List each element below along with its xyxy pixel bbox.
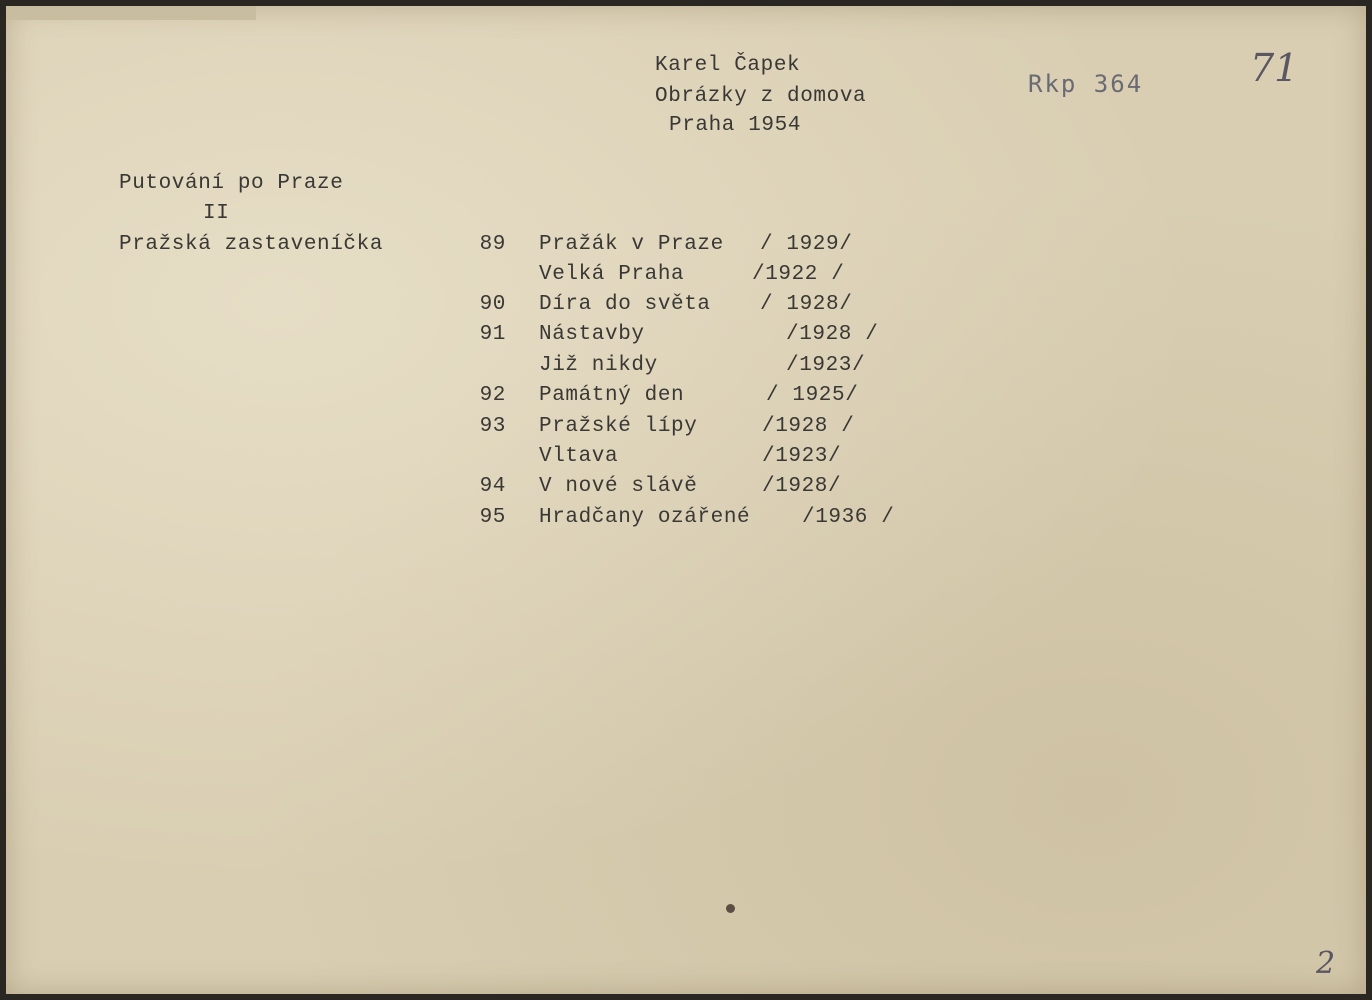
entry-year: / 1929/ xyxy=(760,233,853,256)
entry-year: /1928 / xyxy=(786,323,879,346)
entry-year: /1928 / xyxy=(762,415,855,438)
entry-title: Památný den xyxy=(539,384,685,407)
entry-year: /1923/ xyxy=(762,445,842,468)
entry-title: Hradčany ozářené xyxy=(539,506,751,529)
entry-page: 93 xyxy=(479,415,506,438)
archive-card xyxy=(6,6,1366,994)
entry-page: 89 xyxy=(479,233,506,256)
corner-mark: 2 xyxy=(1316,946,1336,981)
entry-year: /1923/ xyxy=(786,354,866,377)
entry-page: 95 xyxy=(479,506,506,529)
entry-year: / 1928/ xyxy=(760,293,853,316)
section-title: Putování po Praze xyxy=(119,172,344,195)
entry-year: /1922 / xyxy=(752,263,845,286)
book-title: Obrázky z domova xyxy=(655,85,867,108)
shelf-mark: Rkp 364 xyxy=(1028,70,1144,98)
entry-title: Díra do světa xyxy=(539,293,711,316)
entry-title: Již nikdy xyxy=(539,354,658,377)
entry-year: / 1925/ xyxy=(766,384,859,407)
ink-spot xyxy=(726,904,735,913)
entry-title: Pražák v Praze xyxy=(539,233,724,256)
entry-page: 91 xyxy=(479,323,506,346)
entry-title: Pražské lípy xyxy=(539,415,698,438)
place-year: Praha 1954 xyxy=(669,114,802,137)
entry-page: 92 xyxy=(479,384,506,407)
entry-page: 94 xyxy=(479,475,506,498)
folio-number: 71 xyxy=(1250,46,1299,90)
entry-title: Velká Praha xyxy=(539,263,685,286)
section-part: II xyxy=(203,202,230,225)
entry-page: 90 xyxy=(479,293,506,316)
subsection-title: Pražská zastaveníčka xyxy=(119,233,384,256)
author: Karel Čapek xyxy=(655,54,801,77)
entry-title: Vltava xyxy=(539,445,619,468)
entry-year: /1928/ xyxy=(762,475,842,498)
entry-year: /1936 / xyxy=(802,506,895,529)
entry-title: Nástavby xyxy=(539,323,645,346)
entry-title: V nové slávě xyxy=(539,475,698,498)
torn-edge xyxy=(6,6,256,20)
